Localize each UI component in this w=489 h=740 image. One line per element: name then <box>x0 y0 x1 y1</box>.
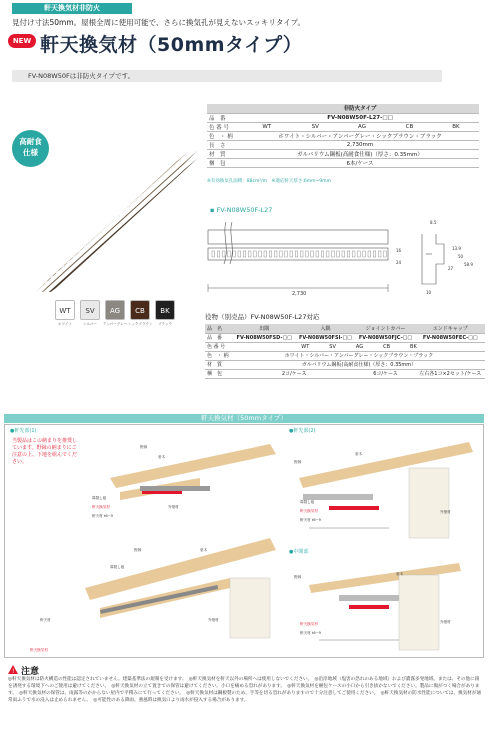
vent-slot <box>162 174 166 177</box>
swatch-label-wt: ホワイト <box>58 322 72 326</box>
eave-diagram-2 <box>289 438 479 548</box>
acc-header: 出隅 <box>233 324 295 333</box>
label-nokiten-ht-4: 軒天材 t6~9 <box>300 631 321 635</box>
drawing-hole <box>264 251 267 257</box>
label-gaiheki-2: 外壁材 <box>208 618 219 622</box>
drawing-hole <box>306 251 309 257</box>
drawing-hole <box>358 251 361 257</box>
drawing-hole <box>254 251 257 257</box>
accessories-title: 役物（別売品）FV-N08W50F-L27対応 <box>205 313 320 321</box>
dim-2: 24 <box>396 260 402 265</box>
spec-color-label: 色 ・ 柄 <box>207 131 241 140</box>
dim-7: 10 <box>426 290 432 295</box>
vent-slot <box>167 169 171 172</box>
drawing-dim-length: 2,730 <box>292 291 307 297</box>
dim-5: 50 <box>458 254 464 259</box>
accessories-table <box>205 324 485 379</box>
acc-part: FV-N08W50FSD-□□ <box>233 333 295 342</box>
drawing-hole <box>378 251 381 257</box>
eave-part-2-label: ●軒先部(2) <box>289 428 316 434</box>
new-badge: NEW <box>8 34 36 48</box>
spec-length-label: 長 さ <box>207 140 241 149</box>
vent-slot <box>150 184 154 187</box>
drawing-hole <box>285 251 288 257</box>
spec-color-code: BK <box>433 122 479 131</box>
drawing-hole <box>326 251 329 257</box>
acc-color-code: WT <box>301 343 310 350</box>
model-note: FV-N08W50Fは非防火タイプです。 <box>12 70 442 82</box>
dim-1: 16 <box>396 248 402 253</box>
eave-part-1-warning: 当製品はこの納まりを推奨しています。野縁の納まりにご注意の上、下地を組んでください。 <box>12 438 78 465</box>
label-nokiten-ht-3: 軒天材 t6~9 <box>300 518 321 522</box>
drawing-hole <box>368 251 371 257</box>
drawing-hole <box>274 251 277 257</box>
label-nokiten-kanki-4: 軒天換気材 <box>300 622 318 626</box>
label-taruki-2: 垂木 <box>200 548 208 552</box>
spec-pack-value: 6本/ケース <box>241 158 479 167</box>
drawing-hole <box>321 251 324 257</box>
vent-slot <box>145 189 149 192</box>
label-taruki-1: 垂木 <box>158 455 166 459</box>
dim-3: 27 <box>448 266 454 271</box>
label-hanakakushi-2: 鼻隠し板 <box>110 565 125 569</box>
label-nokiten-ht-1: 軒天材 t6~9 <box>92 514 113 518</box>
middle-diagram <box>289 555 479 655</box>
eave-diagram-main <box>80 428 280 653</box>
vent-slot <box>44 280 48 283</box>
drawing-hole <box>228 251 231 257</box>
vent-slot <box>94 235 98 238</box>
acc-color-codes <box>233 342 485 351</box>
spec-part-label: 品 番 <box>207 113 241 122</box>
dim-6: 58.9 <box>464 262 473 267</box>
vent-slot <box>122 209 126 212</box>
color-swatches <box>55 300 185 338</box>
spec-color-code: CB <box>386 122 433 131</box>
drawing-hole <box>363 251 366 257</box>
installation-section-title: 軒天換気材（50mmタイプ） <box>4 414 484 423</box>
vent-slot <box>178 159 182 162</box>
drawing-hole <box>212 251 215 257</box>
label-nokiten-kanki-2: 軒天換気材 <box>30 648 48 652</box>
label-taruki-4: 垂木 <box>396 572 404 576</box>
drawing-hole <box>384 251 387 257</box>
drawing-hole <box>352 251 355 257</box>
drawing-hole <box>316 251 319 257</box>
vent-slot <box>156 179 160 182</box>
drawing-hole <box>337 251 340 257</box>
drawing-hole <box>290 251 293 257</box>
drawing-hole <box>243 251 246 257</box>
svg-text:!: ! <box>12 668 15 674</box>
drawing-hole <box>280 251 283 257</box>
spec-material-value: ガルバリウム鋼板(高耐食仕様)（厚さ：0.35mm） <box>241 149 479 158</box>
spec-color-code: AG <box>338 122 386 131</box>
caution-text: ◎軒天換気材は防火構造の性能は認定されていません。建築基準法の規制を受けます。 ◎軒天換気材を軒天以外の場所へは使用しないでください。 ◎沿岸地域（塩害の恐れのある地域）および濃霧多発地域、または、その他に錆を誘発する環境下へのご使用は避けてください。 ◎軒天換気材の立て置きでの保管は避けてください。小口を痛める恐れがあります。 ◎軒天換気材を梱包ケースの小口から引き抜かないでください。製品に傷がつく場合があります。 ◎軒天換気材の保管は、雨露等のかからない屋内で平積みにて行ってください。 ◎軒天換気材は鋼板製のため、手等を切る恐れがありますので十分注意してご使用ください。 ◎軒天換気材の防水性能については、換気材が通常雨ふうで水の浸入は止められません。 ◎可能性のある降雨、強風時は換気口より雨水が侵入する場合があります。 <box>8 677 482 703</box>
acc-pack-label: 梱 包 <box>205 369 233 378</box>
drawing-hole <box>347 251 350 257</box>
acc-color-label: 色 ・ 柄 <box>205 351 233 360</box>
middle-part-label: ●中間部 <box>289 549 309 555</box>
drawing-hole <box>300 251 303 257</box>
acc-header: ジョイントカバー <box>355 324 415 333</box>
label-nokiten-kanki-3: 軒天換気材 <box>300 509 318 513</box>
drawing-hole <box>342 251 345 257</box>
drawing-title: ▪ FV-N08W50F-L27 <box>210 206 273 214</box>
acc-pack: 2コ/ケース <box>233 369 355 378</box>
acc-header: エンドキャップ <box>416 324 485 333</box>
corrosion-resistant-seal <box>12 130 49 167</box>
label-hanakakushi-3: 鼻隠し板 <box>300 500 315 504</box>
eave-part-1-label: ●軒先部(1) <box>10 428 37 434</box>
acc-material-value: ガルバリウム鋼板(高耐食仕様)（厚さ：0.35mm） <box>233 360 485 369</box>
acc-pack: 左右各1コ×2セット/ケース <box>416 369 485 378</box>
dimension-drawing <box>200 214 485 309</box>
dim-4: 13.9 <box>452 246 461 251</box>
product-subtitle: 見付け寸法50mm。屋根全周に使用可能で、さらに換気孔が見えないスッキリタイプ。 <box>12 18 305 27</box>
drawing-hole <box>233 251 236 257</box>
vent-slot <box>128 204 132 207</box>
vent-slot <box>134 199 138 202</box>
acc-pack: 6コ/ケース <box>355 369 415 378</box>
swatch-bk: BK <box>155 300 175 320</box>
label-gaiheki-4: 外壁材 <box>440 620 451 624</box>
acc-part: FV-N08W50FJC-□□ <box>355 333 415 342</box>
swatch-wt: WT <box>55 300 75 320</box>
drawing-hole <box>295 251 298 257</box>
seal-line-2: 仕様 <box>23 148 38 157</box>
spec-color-code-label: 色 番 号 <box>207 122 241 131</box>
spec-pack-label: 梱 包 <box>207 158 241 167</box>
swatch-sv: SV <box>80 300 100 320</box>
acc-color-value: ホワイト・シルバー・アンバーグレー・シックブラウン・ブラック <box>233 351 485 360</box>
drawing-hole <box>311 251 314 257</box>
drawing-hole <box>259 251 262 257</box>
spec-footnote: ※有効換気孔面積：88cm²/m ※適応軒天厚さ:6mm~9mm <box>207 179 331 184</box>
label-nobuchi-3: 野縁 <box>294 460 302 464</box>
swatch-ag: AG <box>105 300 125 320</box>
acc-part: FV-N08W50FSI-□□ <box>295 333 355 342</box>
label-nokiten-2: 軒天材 <box>40 618 51 622</box>
product-image <box>10 92 202 292</box>
spec-length-value: 2,730mm <box>241 140 479 149</box>
spec-color-code: SV <box>293 122 338 131</box>
swatch-label-cb: シックブラウン <box>128 322 153 326</box>
acc-header: 品 名 <box>205 324 233 333</box>
swatch-label-bk: ブラック <box>158 322 172 326</box>
acc-color-code: SV <box>329 343 336 350</box>
category-tag: 軒天換気材非防火 <box>12 3 132 14</box>
drawing-hole <box>222 251 225 257</box>
caution-title: 注意 <box>21 667 40 677</box>
dim-0: 8.5 <box>430 220 437 225</box>
label-nobuchi-2: 野縁 <box>134 548 142 552</box>
vent-slot <box>106 224 110 227</box>
spec-part-value: FV-N08W50F-L27-□□ <box>241 113 479 122</box>
swatch-label-ag: アンバーグレー <box>103 322 128 326</box>
acc-part: FV-N08W50FEC-□□ <box>416 333 485 342</box>
spec-material-label: 材 質 <box>207 149 241 158</box>
acc-color-code: CB <box>383 343 391 350</box>
warning-icon <box>8 665 18 674</box>
label-gaiheki-1: 外壁材 <box>168 505 179 509</box>
label-nokiten-kanki-1: 軒天換気材 <box>92 505 110 509</box>
acc-header: 入隅 <box>295 324 355 333</box>
acc-color-code: BK <box>410 343 417 350</box>
vent-slot <box>117 214 121 217</box>
vent-slot <box>173 164 177 167</box>
vent-slot <box>184 154 188 157</box>
label-gaiheki-3: 外壁材 <box>440 510 451 514</box>
drawing-hole <box>238 251 241 257</box>
drawing-hole <box>217 251 220 257</box>
acc-part-label: 品 番 <box>205 333 233 342</box>
label-hanakakushi-1: 鼻隠し板 <box>92 496 107 500</box>
spec-type-header: 非防火タイプ <box>241 104 479 113</box>
label-nobuchi-4: 野縁 <box>294 575 302 579</box>
drawing-hole <box>248 251 251 257</box>
label-taruki-3: 垂木 <box>355 452 363 456</box>
page-title: 軒天換気材（50mmタイプ） <box>40 34 303 56</box>
spec-color-code: WT <box>241 122 293 131</box>
acc-material-label: 材 質 <box>205 360 233 369</box>
seal-line-1: 高耐食 <box>19 137 42 146</box>
vent-slot <box>100 229 104 232</box>
drawing-title-text: FV-N08W50F-L27 <box>216 206 273 214</box>
label-nobuchi-1: 野縁 <box>140 445 148 449</box>
acc-color-code-label: 色 番 号 <box>205 342 233 351</box>
vent-slot <box>139 194 143 197</box>
drawing-hole <box>332 251 335 257</box>
vent-slot <box>111 219 115 222</box>
drawing-hole <box>269 251 272 257</box>
swatch-cb: CB <box>130 300 150 320</box>
acc-color-code: AG <box>355 343 364 350</box>
drawing-hole <box>373 251 376 257</box>
swatch-label-sv: シルバー <box>83 322 97 326</box>
spec-color-value: ホワイト・シルバー・アンバーグレー・シックブラウン・ブラック <box>241 131 479 140</box>
spec-table <box>207 104 479 168</box>
